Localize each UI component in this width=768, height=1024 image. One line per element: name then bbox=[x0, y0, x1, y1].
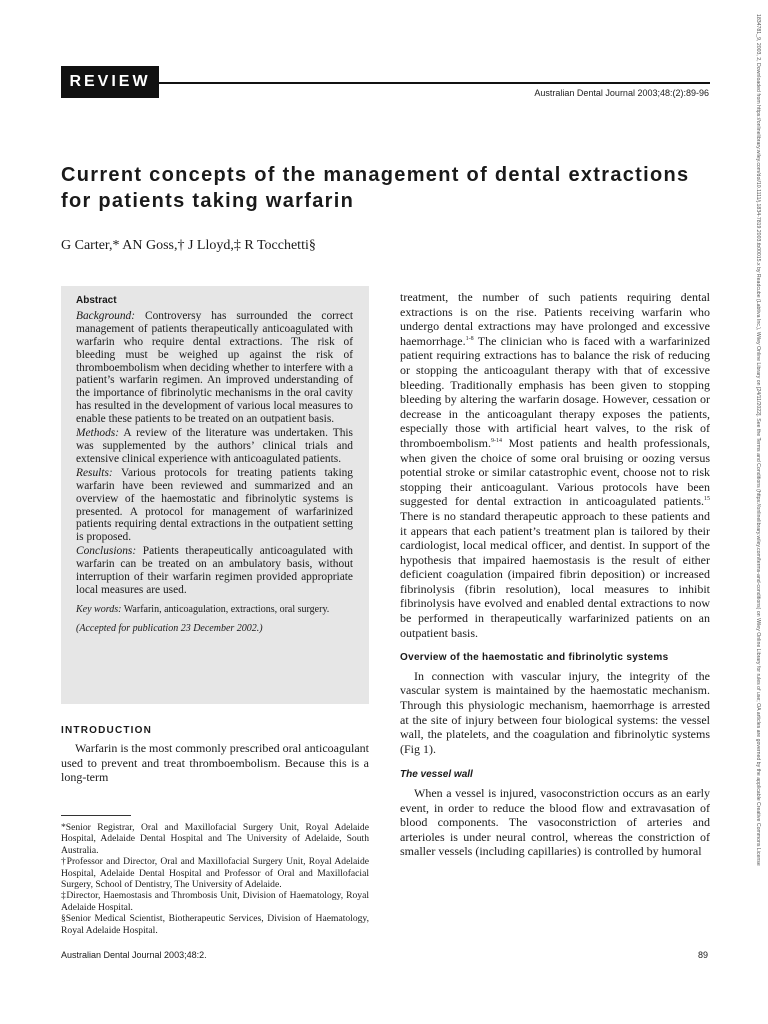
results-label: Results: bbox=[76, 466, 113, 479]
background-label: Background: bbox=[76, 309, 136, 322]
paragraph-2: In connection with vascular injury, the integrity of the vascular system is maintained by the haemostatic mechanism. Through this physiologic mechanism, haemorrhage is arrested at the site of injury between four biological systems: the vessel wall, the platelets, and the coagulation and fibrinolytic systems (Fig 1). bbox=[400, 668, 710, 756]
footnote-3: ‡Director, Haemostasis and Thrombosis Unit, Division of Haematology, Royal Adelaide Hospital. bbox=[61, 890, 369, 913]
introduction-text: Warfarin is the most commonly prescribed oral anticoagulant used to prevent and treat thromboembolism. Because this is a long-term bbox=[61, 741, 369, 785]
paragraph-1 bbox=[400, 290, 710, 640]
keywords-label: Key words: bbox=[76, 603, 122, 615]
conclusions-text: Patients therapeutically anticoagulated with warfarin can be treated on an ambulatory basis, without interruption of their warfarin regimen provided appropriate local measures are used. bbox=[76, 545, 353, 596]
abstract-conclusions bbox=[76, 545, 353, 597]
abstract-background bbox=[76, 310, 353, 426]
methods-label: Methods: bbox=[76, 427, 120, 440]
abstract-heading: Abstract bbox=[76, 295, 117, 306]
section-tag: REVIEW bbox=[61, 66, 159, 98]
conclusions-label: Conclusions: bbox=[76, 545, 137, 558]
footnote-rule bbox=[61, 815, 131, 816]
title-line-2: for patients taking warfarin bbox=[61, 190, 355, 212]
keywords-text: Warfarin, anticoagulation, extractions, oral surgery. bbox=[121, 603, 330, 615]
page-number: 89 bbox=[697, 950, 708, 960]
accepted-date: (Accepted for publication 23 December 2002.) bbox=[76, 623, 263, 635]
article-title bbox=[61, 162, 721, 214]
footnote-4: §Senior Medical Scientist, Biotherapeutic Services, Division of Haematology, Royal Adelaide Hospital. bbox=[61, 913, 369, 936]
title-line-1: Current concepts of the management of dental extractions bbox=[61, 164, 690, 186]
citation-1: 1-8 bbox=[465, 335, 474, 342]
download-notice-text: 1834781_9, 2003, 2, Downloaded from https://onlinelibrary.wiley.com/doi/10.1111/j.1834-7819.2003.tb00015.x by Readcube (Labtiva Inc.), Wiley Online Library on [24/11/2022]. See the Terms and Conditions (https://onlinelibrary.wiley.com/terms-and-conditions) on Wiley Online Library for rules of use; OA articles are governed by the applicable Creative Commons License bbox=[755, 14, 761, 866]
results-text: Various protocols for treating patients taking warfarin have been reviewed and summarized and an overview of the haemostatic and fibrinolytic systems is presented. A protocol for management of warfarinized patients requiring dental extractions in the outpatient setting is proposed. bbox=[76, 466, 353, 544]
citation-2: 9-14 bbox=[491, 437, 502, 444]
p1-part-a: treatment, the number of such patients requiring dental extractions is on the rise. Patients receiving warfarin who undergo dental extractions may have prolonged and excessive haemorrhage. bbox=[400, 290, 710, 348]
paragraph-3: When a vessel is injured, vasoconstriction occurs as an early event, in order to reduce the blood flow and extravasation of blood components. The vasoconstriction of arteries and arterioles is under neural control, whereas the constriction of smaller vessels (including capillaries) is controlled by humoral bbox=[400, 786, 710, 859]
background-text: Controversy has surrounded the correct management of patients therapeutically anticoagulated with warfarin who require dental extractions. The risk of bleeding must be weighed up against the risk of thromboembolism when deciding whether to interfere with a patient’s warfarin regimen. An improved understanding of the importance of fibrinolytic mechanisms in the oral cavity has resulted in the development of various local measures to enable these patients to be treated on an outpatient basis. bbox=[76, 309, 353, 426]
download-notice bbox=[753, 14, 761, 1004]
footnote-1: *Senior Registrar, Oral and Maxillofacial Surgery Unit, Royal Adelaide Hospital, Adelaide Dental Hospital and The University of Adelaide, South Australia. bbox=[61, 822, 369, 856]
abstract-box bbox=[61, 286, 369, 704]
p1-part-b: The clinician who is faced with a warfarinized patient requiring extractions has to balance the risk of reducing or stopping the anticoagulant therapy with that of excessive bleeding. Traditionally emphasis has been given to stopping bleeding by altering the warfarin dosage. However, cessation or decrease in the anticoagulant therapy exposes the patients, especially those with artificial heart valves, to the risk of thromboembolism. bbox=[400, 333, 710, 450]
abstract-methods bbox=[76, 427, 353, 466]
footnote-2: †Professor and Director, Oral and Maxillofacial Surgery Unit, Royal Adelaide Hospital, Adelaide Dental Hospital and Professor of Oral and Maxillofacial Surgery, School of Dentistry, The University of Adelaide. bbox=[61, 856, 369, 891]
journal-reference: Australian Dental Journal 2003;48:(2):89-96 bbox=[534, 88, 709, 98]
overview-heading: Overview of the haemostatic and fibrinolytic systems bbox=[400, 652, 669, 664]
header-rule bbox=[159, 82, 710, 84]
introduction-heading: INTRODUCTION bbox=[61, 725, 153, 736]
citation-3: 15 bbox=[704, 496, 710, 503]
footer-journal: Australian Dental Journal 2003;48:2. bbox=[61, 950, 207, 960]
right-column bbox=[400, 290, 710, 859]
methods-text: A review of the literature was undertaken. This was supplemented by the authors’ clinical trials and extensive clinical experience with anticoagulated patients. bbox=[76, 427, 353, 465]
p1-part-c: Most patients and health professionals, when given the choice of some oral bruising or oozing versus potential stroke or similar catastrophic event, choose not to risk stopping their anticoagulant. Various protocols have been suggested for dental extraction in anticoagulated patients. bbox=[400, 435, 710, 509]
vessel-wall-heading: The vessel wall bbox=[400, 769, 473, 781]
abstract-keywords bbox=[76, 603, 353, 617]
authors: G Carter,* AN Goss,† J Lloyd,‡ R Tocchetti§ bbox=[61, 238, 316, 253]
abstract-results bbox=[76, 467, 353, 544]
p1-part-d: There is no standard therapeutic approach to these patients and it appears that each patient’s treatment plan is tailored by their cardiologist, local medical officer, and dentist. In support of the hypothesis that impaired haemostasis is the result of either deficient coagulation (impaired fibrin deposition) or increased fibrinolysis (fibrin resolution), local measures to inhibit fibrinolysis have evolved and enabled dental extractions to now be performed in therapeutically warfarinized patients on an outpatient basis. bbox=[400, 508, 710, 640]
author-footnotes bbox=[61, 822, 369, 936]
